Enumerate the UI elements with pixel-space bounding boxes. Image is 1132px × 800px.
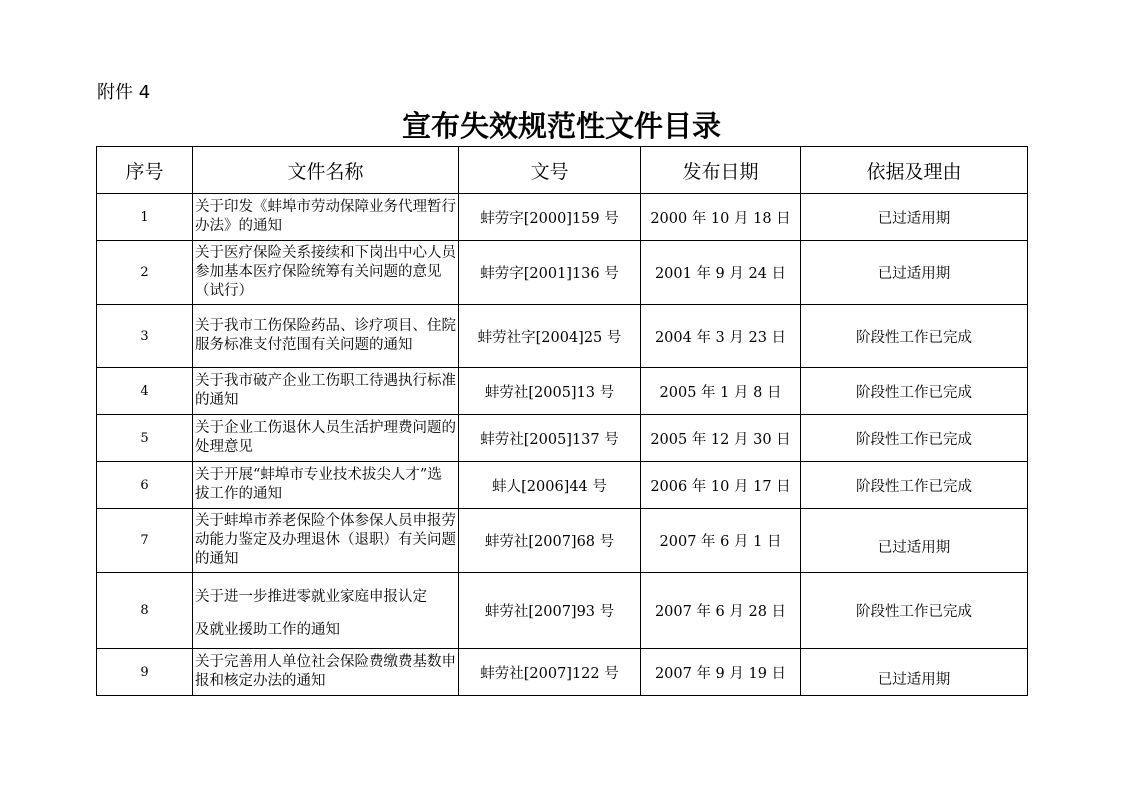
document-name: 关于我市工伤保险药品、诊疗项目、住院服务标准支付范围有关问题的通知: [193, 305, 459, 368]
document-name-line-1: 关于进一步推进零就业家庭申报认定: [195, 588, 427, 605]
row-number: 4: [97, 368, 193, 415]
document-number: 蚌劳社[2007]122 号: [459, 649, 641, 696]
publish-date: 2005 年 12 月 30 日: [641, 415, 801, 462]
document-number: 蚌劳社[2007]93 号: [459, 573, 641, 649]
reason: 阶段性工作已完成: [801, 573, 1028, 649]
column-header-number: 文号: [459, 147, 641, 194]
document-name: 关于蚌埠市养老保险个体参保人员申报劳动能力鉴定及办理退休（退职）有关问题的通知: [193, 509, 459, 573]
document-number: 蚌人[2006]44 号: [459, 462, 641, 509]
document-name: 关于完善用人单位社会保险费缴费基数申报和核定办法的通知: [193, 649, 459, 696]
row-number: 6: [97, 462, 193, 509]
document-name-line-2: 及就业援助工作的通知: [195, 621, 340, 638]
row-number: 3: [97, 305, 193, 368]
document-title: 宣布失效规范性文件目录: [401, 109, 721, 143]
table-row: [97, 194, 1028, 241]
reason: 阶段性工作已完成: [801, 415, 1028, 462]
publish-date: 2001 年 9 月 24 日: [641, 241, 801, 305]
column-header-date: 发布日期: [641, 147, 801, 194]
row-number: 1: [97, 194, 193, 241]
reason: 已过适用期: [801, 241, 1028, 305]
table-row: [97, 509, 1028, 573]
row-number: 2: [97, 241, 193, 305]
table-row: [97, 415, 1028, 462]
table-row: [97, 241, 1028, 305]
document-number: 蚌劳字[2000]159 号: [459, 194, 641, 241]
reason: 已过适用期: [877, 540, 951, 556]
table-header-row: [97, 147, 1028, 194]
reason: 阶段性工作已完成: [801, 305, 1028, 368]
publish-date: 2004 年 3 月 23 日: [641, 305, 801, 368]
row-number: 9: [97, 649, 193, 696]
publish-date: 2005 年 1 月 8 日: [641, 368, 801, 415]
attachment-label: 附件 4: [97, 82, 151, 103]
table-row: [97, 573, 1028, 649]
document-name: 关于我市破产企业工伤职工待遇执行标准的通知: [193, 368, 459, 415]
publish-date: 2000 年 10 月 18 日: [641, 194, 801, 241]
column-header-no: 序号: [97, 147, 193, 194]
publish-date: 2006 年 10 月 17 日: [641, 462, 801, 509]
row-number: 5: [97, 415, 193, 462]
column-header-reason: 依据及理由: [801, 147, 1028, 194]
row-number: 7: [97, 509, 193, 573]
document-number: 蚌劳社[2007]68 号: [459, 509, 641, 573]
invalid-documents-table: [96, 146, 1028, 696]
table-row: [97, 462, 1028, 509]
document-number: 蚌劳社字[2004]25 号: [459, 305, 641, 368]
column-header-name: 文件名称: [193, 147, 459, 194]
reason: 已过适用期: [877, 671, 951, 688]
reason: 阶段性工作已完成: [801, 462, 1028, 509]
row-number: 8: [97, 573, 193, 649]
publish-date: 2007 年 9 月 19 日: [641, 649, 801, 696]
document-number: 蚌劳字[2001]136 号: [459, 241, 641, 305]
reason: 阶段性工作已完成: [801, 368, 1028, 415]
document-name: 关于开展“蚌埠市专业技术拔尖人才”选拔工作的通知: [193, 462, 459, 509]
document-name: 关于印发《蚌埠市劳动保障业务代理暂行办法》的通知: [193, 194, 459, 241]
publish-date: 2007 年 6 月 28 日: [641, 573, 801, 649]
document-name: 关于医疗保险关系接续和下岗出中心人员参加基本医疗保险统筹有关问题的意见（试行）: [193, 241, 459, 305]
publish-date: 2007 年 6 月 1 日: [641, 509, 801, 573]
document-number: 蚌劳社[2005]137 号: [459, 415, 641, 462]
document-number: 蚌劳社[2005]13 号: [459, 368, 641, 415]
table-row: [97, 305, 1028, 368]
reason: 已过适用期: [801, 194, 1028, 241]
table-row: [97, 368, 1028, 415]
document-name: 关于企业工伤退休人员生活护理费问题的处理意见: [193, 415, 459, 462]
table-row: [97, 649, 1028, 696]
